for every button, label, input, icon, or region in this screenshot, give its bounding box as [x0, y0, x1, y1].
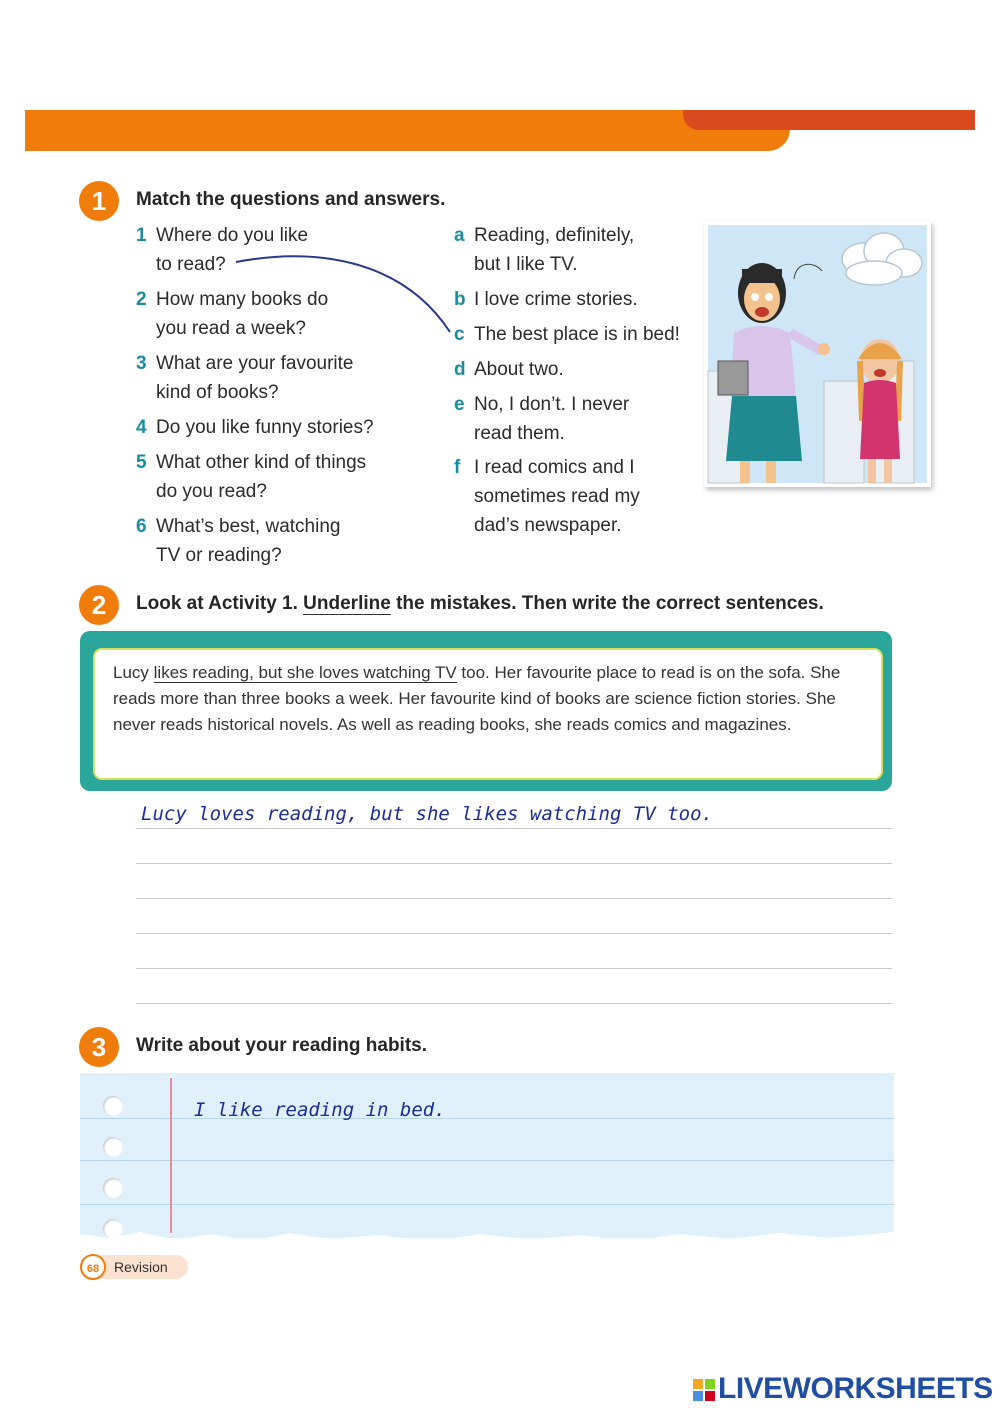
question-line: to read? — [156, 254, 226, 275]
question-number: 4 — [136, 417, 147, 438]
question-line: TV or reading? — [156, 545, 282, 566]
answer-c[interactable] — [454, 320, 699, 349]
activity-3-instruction: Write about your reading habits. — [136, 1035, 428, 1056]
answer-line-3[interactable] — [136, 898, 892, 899]
notepad-line[interactable] — [80, 1160, 894, 1161]
question-number: 5 — [136, 452, 147, 473]
section-label: Revision — [114, 1259, 168, 1275]
activity-3-number: 3 — [79, 1027, 119, 1067]
notepad-line[interactable] — [80, 1204, 894, 1205]
answer-letter: a — [454, 225, 465, 246]
activity-2-number: 2 — [79, 585, 119, 625]
answer-line: Reading, definitely, — [474, 225, 635, 246]
instruction-text: Look at Activity 1. — [136, 593, 304, 614]
notepad-hole — [103, 1096, 123, 1116]
notepad-hole — [103, 1137, 123, 1157]
instruction-underline-word: Underline — [303, 593, 391, 614]
answer-d[interactable] — [454, 355, 699, 384]
instruction-text: the mistakes. Then write the correct sentences. — [390, 593, 824, 614]
answer-line: About two. — [474, 359, 564, 380]
question-line: What are your favourite — [156, 353, 354, 374]
question-number: 6 — [136, 516, 147, 537]
header-banner-accent — [683, 110, 975, 130]
answer-letter: c — [454, 324, 465, 345]
answer-letter: f — [454, 457, 461, 478]
page-number: 68 — [80, 1254, 106, 1280]
answer-letter: e — [454, 394, 465, 415]
question-5 — [136, 448, 436, 506]
question-6 — [136, 512, 436, 570]
answer-e[interactable] — [454, 390, 699, 448]
answer-line: The best place is in bed! — [474, 324, 680, 345]
answer-line-5[interactable] — [136, 968, 892, 969]
question-line: Do you like funny stories? — [156, 417, 374, 438]
answer-letter: b — [454, 289, 466, 310]
text-part: Lucy — [113, 663, 154, 682]
match-line-example — [230, 250, 460, 340]
question-number: 2 — [136, 289, 147, 310]
notepad-hole — [103, 1178, 123, 1198]
question-line: kind of books? — [156, 382, 279, 403]
answer-b[interactable] — [454, 285, 699, 314]
question-line: you read a week? — [156, 318, 306, 339]
question-line: How many books do — [156, 289, 329, 310]
answer-letter: d — [454, 359, 466, 380]
answer-f[interactable] — [454, 453, 699, 540]
activity-2-instruction — [136, 593, 824, 615]
answer-line-4[interactable] — [136, 933, 892, 934]
activity-1-instruction: Match the questions and answers. — [136, 189, 446, 210]
question-line: Where do you like — [156, 225, 309, 246]
brand-name: LIVEWORKSHEETS — [718, 1372, 993, 1405]
answer-line: read them. — [474, 423, 565, 444]
notepad — [80, 1073, 894, 1238]
answer-line-1[interactable] — [136, 828, 892, 829]
question-line: do you read? — [156, 481, 267, 502]
answer-line: dad’s newspaper. — [474, 515, 622, 536]
answer-line-2[interactable] — [136, 863, 892, 864]
underlined-mistake: likes reading, but she loves watching TV — [153, 663, 457, 682]
reading-text[interactable] — [113, 660, 873, 738]
notepad-torn-edge — [80, 1226, 894, 1248]
answer-line: I love crime stories. — [474, 289, 638, 310]
question-line: What other kind of things — [156, 452, 367, 473]
question-number: 1 — [136, 225, 147, 246]
answer-line: No, I don’t. I never — [474, 394, 630, 415]
text-part: too. Her favourite place to read is on the sofa. She reads more than three books a week. Her favourite kind of books are science fiction stories. She never reads historical novels. As well as reading books, she reads comics and magazines. — [113, 663, 841, 734]
answer-line: but I like TV. — [474, 254, 578, 275]
answer-line: sometimes read my — [474, 486, 640, 507]
answer-line-6[interactable] — [136, 1003, 892, 1004]
question-3 — [136, 349, 436, 407]
answer-line: I read comics and I — [474, 457, 635, 478]
notepad-margin-line — [170, 1078, 172, 1233]
question-number: 3 — [136, 353, 147, 374]
question-line: What’s best, watching — [156, 516, 341, 537]
answer-line-1-text: Lucy loves reading, but she likes watching TV too. — [141, 803, 713, 825]
illustration — [704, 221, 931, 487]
liveworksheets-logo-icon — [693, 1379, 715, 1401]
answer-a[interactable] — [454, 221, 699, 279]
activity-1-number: 1 — [79, 181, 119, 221]
notepad-answer-text: I like reading in bed. — [194, 1099, 446, 1121]
question-4 — [136, 413, 436, 442]
